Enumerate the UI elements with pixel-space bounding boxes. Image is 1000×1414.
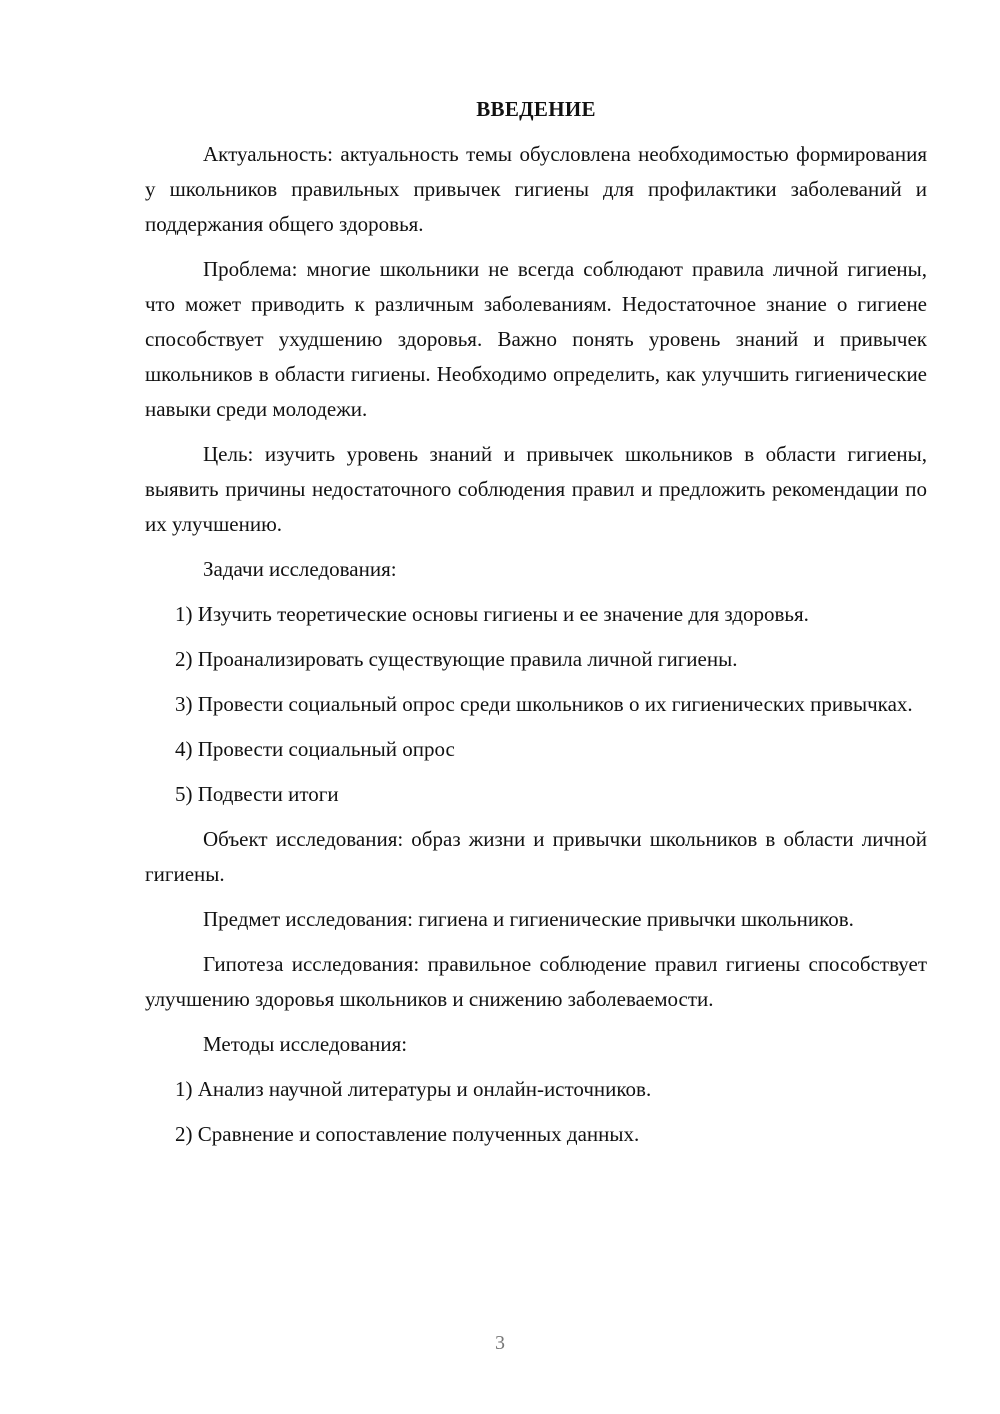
- task-item: 1) Изучить теоретические основы гигиены и ее значение для здоровья.: [175, 602, 809, 626]
- section-title: ВВЕДЕНИЕ: [476, 97, 596, 121]
- document-page: [145, 92, 927, 1162]
- task-item: 2) Проанализировать существующие правила личной гигиены.: [175, 647, 738, 671]
- object-paragraph: Объект исследования: образ жизни и привычки школьников в области личной гигиены.: [145, 827, 927, 886]
- hypothesis-paragraph: Гипотеза исследования: правильное соблюдение правил гигиены способствует улучшению здоровья школьников и снижению заболеваемости.: [145, 952, 927, 1011]
- tasks-heading: Задачи исследования:: [203, 557, 397, 581]
- subject-paragraph: Предмет исследования: гигиена и гигиенические привычки школьников.: [203, 907, 854, 931]
- methods-heading: Методы исследования:: [203, 1032, 408, 1056]
- goal-paragraph: Цель: изучить уровень знаний и привычек школьников в области гигиены, выявить причины недостаточного соблюдения правил и предложить рекомендации по их улучшению.: [145, 442, 927, 536]
- problem-paragraph: Проблема: многие школьники не всегда соблюдают правила личной гигиены, что может приводить к различным заболеваниям. Недостаточное знание о гигиене способствует ухудшению здоровья. Важно понять уровень знаний и привычек школьников в области гигиены. Необходимо определить, как улучшить гигиенические навыки среди молодежи.: [145, 257, 927, 421]
- task-item: 5) Подвести итоги: [175, 782, 339, 806]
- method-item: 1) Анализ научной литературы и онлайн-источников.: [175, 1077, 652, 1101]
- page-number: 3: [495, 1332, 505, 1354]
- task-item: 3) Провести социальный опрос среди школьников о их гигиенических привычках.: [175, 692, 913, 716]
- method-item: 2) Сравнение и сопоставление полученных данных.: [175, 1122, 640, 1146]
- relevance-paragraph: Актуальность: актуальность темы обусловлена необходимостью формирования у школьников правильных привычек гигиены для профилактики заболеваний и поддержания общего здоровья.: [145, 142, 927, 236]
- task-item: 4) Провести социальный опрос: [175, 737, 455, 761]
